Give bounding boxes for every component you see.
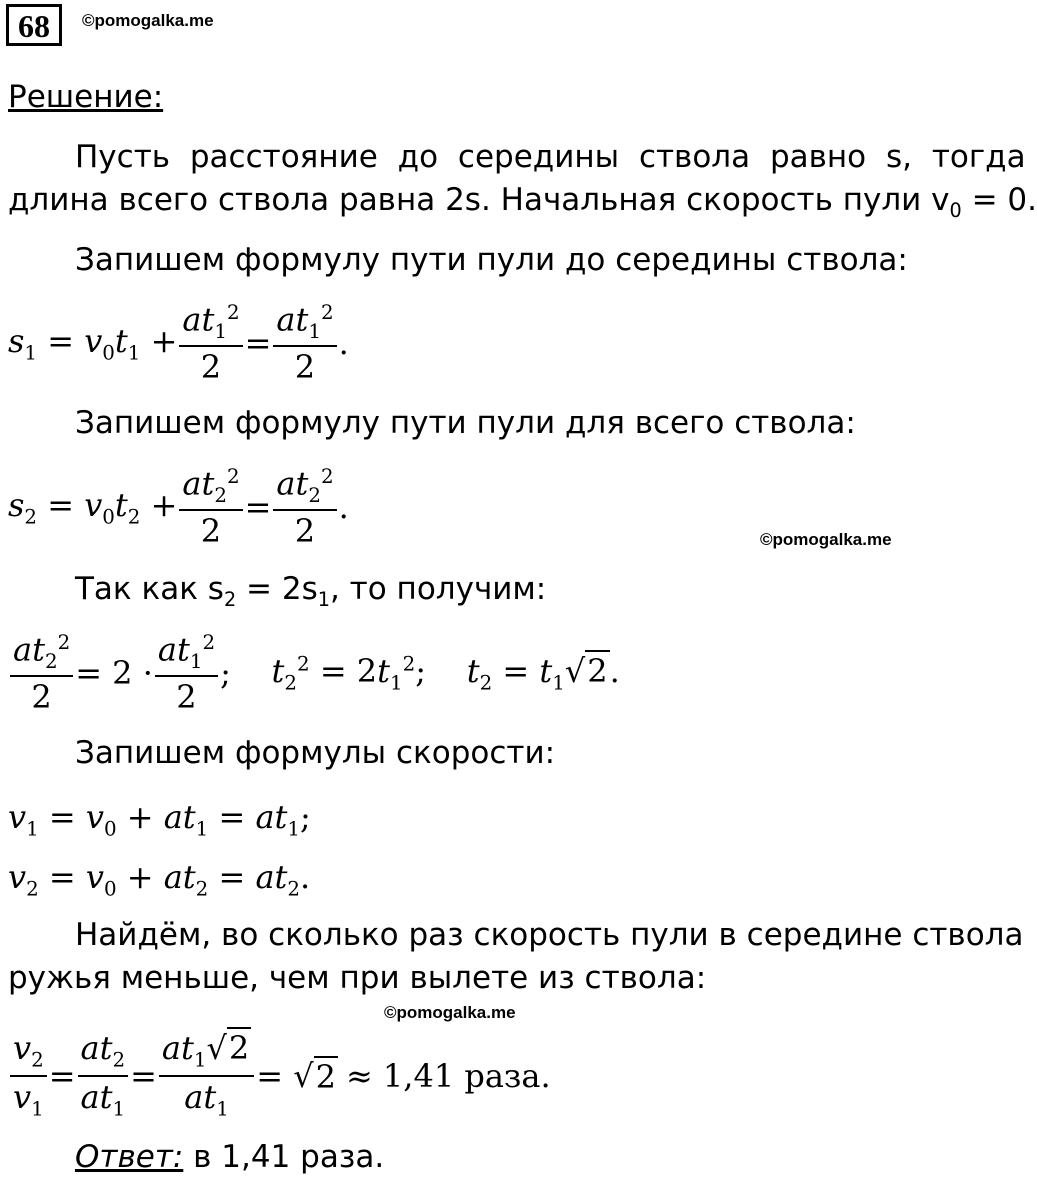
para4-a: Так как s — [75, 571, 224, 607]
formula-s2: $s_2 = v_0t_2$ + $\frac{at_2^2}{2}$ = $\frac{at_2^2}{2}$ . — [8, 464, 349, 551]
formula-s1: $s_1 = v_0t_1$ + $\frac{at_1^2}{2}$ = $\frac{at_1^2}{2}$ . — [8, 300, 349, 387]
para4 — [75, 571, 547, 612]
formula-t-relation: $\frac{at_2^2}{2}$ = 2 · $\frac{at_1^2}{2}$ ; $t_2^2 = 2t_1^2$; $t_2 = t_1√2$. — [8, 628, 620, 718]
watermark-top: ©pomogalka.me — [82, 11, 214, 30]
para4-b: = 2s — [236, 571, 318, 607]
para1-line2-sub: 0 — [949, 199, 962, 223]
para4-sub1: 2 — [223, 588, 237, 612]
para6-line1: Найдём, во сколько раз скорость пули в середине ствола — [75, 917, 1024, 953]
problem-number: 68 — [6, 4, 62, 46]
watermark-middle: ©pomogalka.me — [760, 530, 892, 549]
formula-ratio: $\frac{v_2}{v_1}$ = $\frac{at_2}{at_1}$ = $\frac{at_1√2}{at_1}$ = √ 2 ≈ 1,41 раза. — [8, 1028, 551, 1123]
para1-line1: Пусть расстояние до середины ствола равно s, тогда — [75, 139, 1026, 175]
ratio-result: ≈ 1,41 раза. — [345, 1056, 551, 1095]
para1-line2 — [8, 182, 1037, 223]
para1-line2-a: длина всего ствола равна 2s. Начальная скорость пули v — [8, 182, 950, 218]
answer — [75, 1139, 385, 1175]
answer-text: в 1,41 раза. — [183, 1139, 385, 1175]
watermark-bottom: ©pomogalka.me — [384, 1003, 516, 1022]
para6-line2: ружья меньше, чем при вылете из ствола: — [8, 960, 707, 996]
para4-c: , то получим: — [329, 571, 547, 607]
para2: Запишем формулу пути пули до середины ствола: — [75, 242, 908, 278]
para3: Запишем формулу пути пули для всего ствола: — [75, 405, 856, 441]
para5: Запишем формулы скорости: — [75, 735, 556, 771]
para1-line2-b: = 0. — [961, 182, 1037, 218]
solution-heading: Решение: — [8, 79, 164, 115]
formula-v1: $v_1 = v_0 + at_1 = at_1$; — [8, 798, 311, 841]
para4-sub2: 1 — [317, 588, 330, 612]
formula-v2: $v_2 = v_0 + at_2 = at_2$. — [8, 858, 311, 901]
answer-label: Ответ: — [75, 1139, 184, 1175]
